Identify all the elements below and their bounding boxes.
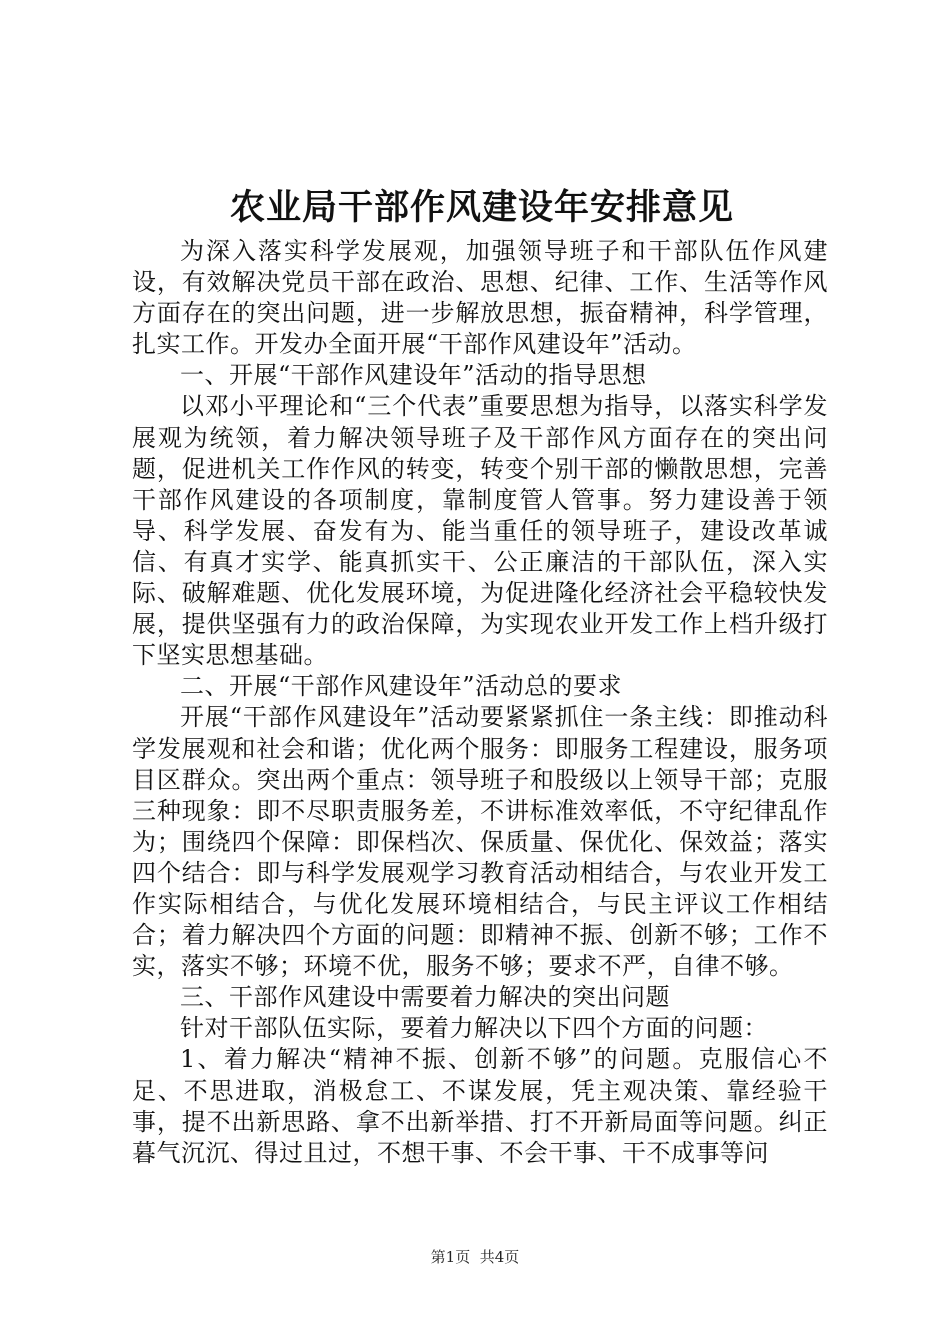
heading-section-3: 三、干部作风建设中需要着力解决的突出问题 <box>180 983 670 1012</box>
page-total: 共4页 <box>479 1248 520 1266</box>
document-body <box>132 236 828 1169</box>
document-title: 农业局干部作风建设年安排意见 <box>229 187 734 228</box>
paragraph-problem-1: 1、着力解决“精神不振、创新不够”的问题。克服信心不足、不思进取，消极怠工、不谋发展，凭主观决策、靠经验干事，提不出新思路、拿不出新举措、打不开新局面等问题。纠正暮气沉沉、得过且过，不想干事、不会干事、干不成事等问 <box>132 1045 828 1167</box>
paragraph-problems-intro: 针对干部队伍实际，要着力解决以下四个方面的问题： <box>180 1014 768 1043</box>
paragraph-requirements: 开展“干部作风建设年”活动要紧紧抓住一条主线：即推动科学发展观和社会和谐；优化两个服务：即服务工程建设，服务项目区群众。突出两个重点：领导班子和股级以上领导干部；克服三种现象：即不尽职责服务差，不讲标准效率低，不守纪律乱作为；围绕四个保障：即保档次、保质量、保优化、保效益；落实四个结合：即与科学发展观学习教育活动相结合，与农业开发工作实际相结合，与优化发展环境相结合，与民主评议工作相结合；着力解决四个方面的问题：即精神不振、创新不够；工作不实，落实不够；环境不优，服务不够；要求不严，自律不够。 <box>132 703 828 981</box>
page-number: 第1页 <box>430 1248 471 1266</box>
page-footer <box>0 1247 950 1267</box>
heading-section-2: 二、开展“干部作风建设年”活动总的要求 <box>180 672 623 701</box>
paragraph-intro: 为深入落实科学发展观，加强领导班子和干部队伍作风建设，有效解决党员干部在政治、思想、纪律、工作、生活等作风方面存在的突出问题，进一步解放思想，振奋精神，科学管理，扎实工作。开发办全面开展“干部作风建设年”活动。 <box>132 237 828 359</box>
paragraph-guiding-thought: 以邓小平理论和“三个代表”重要思想为指导，以落实科学发展观为统领，着力解决领导班子及干部作风方面存在的突出问题，促进机关工作作风的转变，转变个别干部的懒散思想，完善干部作风建设的各项制度，靠制度管人管事。努力建设善于领导、科学发展、奋发有为、能当重任的领导班子，建设改革诚信、有真才实学、能真抓实干、公正廉洁的干部队伍，深入实际、破解难题、优化发展环境，为促进隆化经济社会平稳较快发展，提供坚强有力的政治保障，为实现农业开发工作上档升级打下坚实思想基础。 <box>132 392 828 670</box>
footer-separator <box>470 1248 480 1266</box>
heading-section-1: 一、开展“干部作风建设年”活动的指导思想 <box>180 361 647 390</box>
